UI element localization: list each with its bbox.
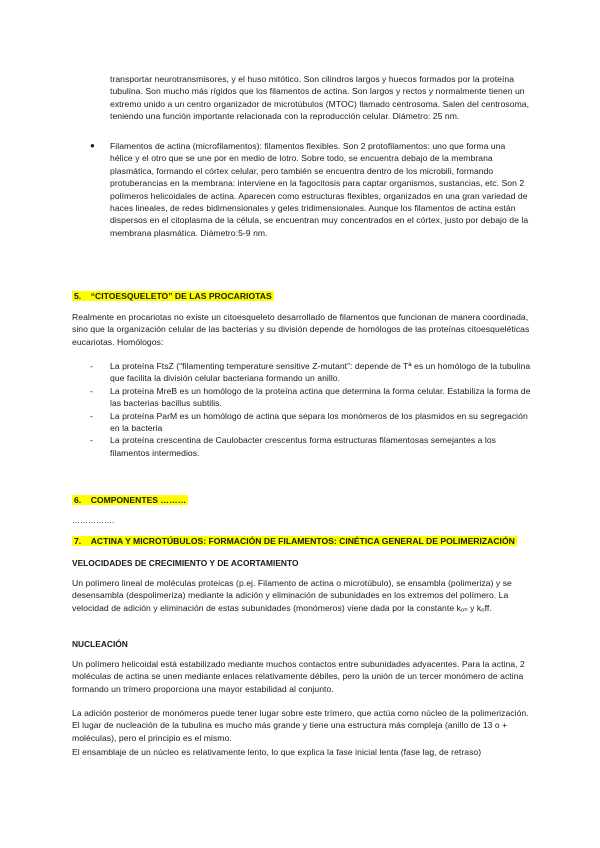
list-item-text: La proteína crescentina de Caulobacter crescentus forma estructuras filamentosas semejantes a los filamentos intermedios.: [110, 435, 497, 458]
nucleation-paragraph: Un polímero helicoidal está estabilizado mediante muchos contactos entre subunidades adyacentes. Para la actina, 2 moléculas de actina se unen mediante enlaces relativamente débiles, pero la unión de un tercer monómero de actina formando un trímero proporciona una mayor estabilidad al conjunto.: [72, 659, 525, 694]
ellipsis-line: …………….: [72, 516, 115, 525]
dash-icon: -: [90, 361, 93, 371]
list-item: [90, 410, 532, 435]
microtubules-paragraph-continued: transportar neurotransmisores, y el huso mitótico. Son cilindros largos y huecos formados por la proteína tubulina. Son mucho más rígidos que los filamentos de actina. Son largos y rectos y normalmente tienen un extremo unido a un centro organizador de microtúbulos (MTOC) llamado centrosoma. Salen del centrosoma, teniendo una función importante relacionada con la reproducción celular. Diámetro: 25 nm.: [110, 74, 530, 122]
section-5-intro: Realmente en procariotas no existe un citoesqueleto desarrollado de filamentos que funcionan de manera coordinada, sino que la organización celular de las bacterias y su división depende de homólogos de las proteínas citoesqueléticas eucariotas. Homólogos:: [72, 312, 530, 347]
assembly-lag-paragraph: El ensamblaje de un núcleo es relativamente lento, lo que explica la fase inicial lenta (fase lag, de retraso): [72, 747, 482, 757]
section-7-title: 7. ACTINA Y MICROTÚBULOS: FORMACIÓN DE FILAMENTOS: CINÉTICA GENERAL DE POLIMERIZACIÓN: [74, 536, 515, 546]
polymer-paragraph: Un polímero lineal de moléculas proteicas (p.ej. Filamento de actina o microtúbulo), se ensambla (polimeriza) y se desensambla (despolimeriza) mediante la adición y eliminación de subunidades en los extremos del polímero. La velocidad de adición y eliminación de estas subunidades (monómeros) viene dada por la constante kₒₙ y kₒff.: [72, 578, 512, 613]
bullet-icon: ●: [90, 141, 95, 150]
list-item: [90, 434, 532, 459]
section-6-title: 6. COMPONENTES ………: [74, 495, 187, 505]
growth-rates-subheading: VELOCIDADES DE CRECIMIENTO Y DE ACORTAMIENTO: [72, 558, 299, 568]
list-item-text: La proteína ParM es un homólogo de actina que separa los monómeros de los plasmidos en su segregación en la bacteria: [110, 410, 528, 434]
prokaryote-homologs-list: [90, 360, 532, 459]
section-7-heading: [72, 535, 517, 547]
section-5-title: 5. “CITOESQUELETO” DE LAS PROCARIOTAS: [74, 291, 272, 301]
list-item: [90, 360, 532, 385]
section-5-heading: [72, 290, 274, 302]
nucleation-subheading: NUCLEACIÓN: [72, 639, 128, 649]
dash-icon: -: [90, 435, 93, 446]
actin-bullet-text: Filamentos de actina (microfilamentos): filamentos flexibles. Son 2 protofilamentos: uno que forma una hélice y el otro que se une por en medio de lotro. Sobre todo, se encuentra debajo de la membrana plasmática, formando el córtex celular, pero también se encuentra dentro de los microbili, formando protuberancias en la membrana: interviene en la fagocitosis para captar organismos, sustancias, etc. Son 2 polímeros helicoidales de actina. Aparecen como estructuras flexibles, organizados en una gran variedad de haces lineales, de redes bidimensionales y geles tridimensionales. Aunque los filamentos de actina están dispersos en el citoplasma de la célula, se encuentran muy concentrados en el córtex, justo por debajo de la membrana plasmática. Diámetro:5-9 nm.: [110, 141, 529, 238]
dash-icon: -: [90, 410, 93, 421]
list-item-text: La proteína MreB es un homólogo de la proteína actina que determina la forma celular. Estabiliza la forma de las bacterias bacillus subtilis.: [110, 385, 531, 409]
list-item: [90, 385, 532, 410]
list-item-text: La proteína FtsZ (“filamenting temperature sensitive Z-mutant”: depende de Tª es un homólogo de la tubulina que facilita la división celular bacteriana formando un anillo.: [110, 361, 531, 384]
section-6-heading: [72, 494, 188, 506]
nucleation-trimer-paragraph: La adición posterior de monómeros puede tener lugar sobre este trímero, que actúa como núcleo de la polimerización. El lugar de nucleación de la tubulina es mucho más grande y tiene una estructura más compleja (anillo de 13 o + moléculas), pero el principio es el mismo.: [72, 708, 529, 743]
dash-icon: -: [90, 385, 93, 396]
